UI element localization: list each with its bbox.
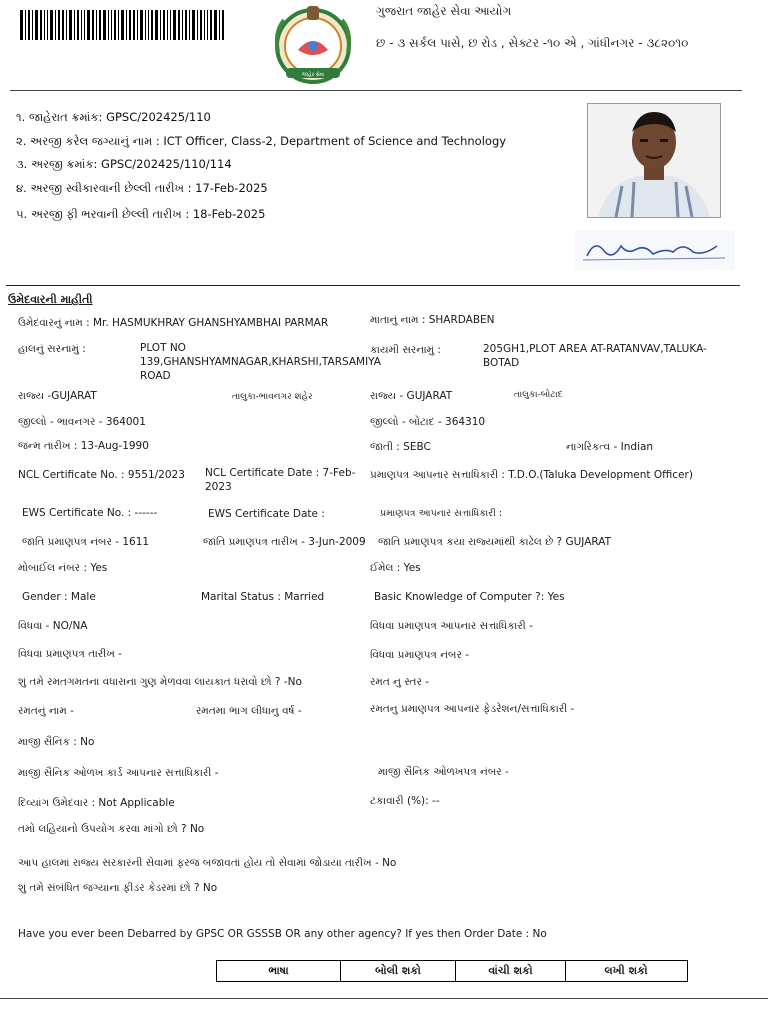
sports-level: રમત નુ સ્તર -: [370, 676, 430, 688]
barcode-bar: [25, 10, 26, 40]
sports-name: રમતનું નામ -: [18, 705, 74, 717]
nationality: નાગરિકત્વ - Indian: [566, 441, 654, 453]
barcode-bar: [40, 10, 42, 40]
ews-cert-no: EWS Certificate No. : ------: [22, 507, 158, 519]
mother-name: માતાનું નામ : SHARDABEN: [370, 314, 495, 326]
barcode-bar: [69, 10, 72, 40]
barcode-bar: [77, 10, 79, 40]
date-of-birth: જન્મ તારીખ : 13-Aug-1990: [18, 440, 149, 452]
candidate-signature: [575, 230, 735, 270]
barcode-bar: [185, 10, 187, 40]
computer-knowledge: Basic Knowledge of Computer ?: Yes: [374, 591, 565, 603]
barcode-bar: [140, 10, 143, 40]
barcode-bar: [151, 10, 153, 40]
post-name: ૨. અરજી કરેલ જગ્યાનું નામ : ICT Officer, Class-2, Department of Science and Technology: [16, 134, 507, 148]
barcode-bar: [160, 10, 161, 40]
barcode-bar: [55, 10, 56, 40]
barcode: [20, 10, 238, 40]
barcode-bar: [200, 10, 202, 40]
barcode-bar: [210, 10, 212, 40]
sports-authority: રમતનુ પ્રમાણપત્ર આપનાર ફેડરેશન/સત્તાધિકારી -: [370, 703, 575, 715]
language-table: [216, 960, 688, 982]
caste-cert-no: જાતિ પ્રમાણપત્ર નંબર - 1611: [22, 536, 150, 548]
taluka-current: તાલુકા-ભાવનગર શહેર: [232, 392, 313, 402]
barcode-bar: [28, 10, 30, 40]
state-current: રાજ્ય -GUJARAT: [18, 390, 97, 402]
barcode-bar: [66, 10, 67, 40]
widow-authority: વિધવા પ્રમાણપત્ર આપનાર સત્તાધિકારી -: [370, 620, 533, 632]
widow-cert-date: વિધવા પ્રમાણપત્ર તારીખ -: [18, 648, 122, 660]
bottom-divider: [0, 998, 768, 999]
ad-number: ૧. જાહેરાત ક્રમાંક: GPSC/202425/110: [16, 110, 211, 124]
widow-cert-no: વિધવા પ્રમાણપત્ર નંબર -: [370, 649, 470, 661]
gender: Gender : Male: [22, 591, 96, 603]
candidate-name: ઉમેદવારનું નામ : Mr. HASMUKHRAY GHANSHYAMBHAI PARMAR: [18, 317, 329, 329]
ex-id-authority: માજી સૈનિક ઓળખ કાર્ડ આપનાર સત્તાધિકારી -: [18, 767, 219, 779]
barcode-bar: [111, 10, 112, 40]
gpsc-seal-emblem: [268, 2, 358, 88]
org-address: છ - ૩ સર્કલ પાસે, છ રોડ , સેક્ટર -૧૦ એ , ગાંધીનગર - ૩૮૨૦૧૦: [376, 36, 689, 50]
barcode-bar: [197, 10, 198, 40]
barcode-bar: [204, 10, 205, 40]
barcode-bar: [189, 10, 190, 40]
svg-text:જાહેર સેવા: જાહેર સેવા: [301, 72, 325, 78]
ncl-authority: પ્રમાણપત્ર આપનાર સત્તાધિકારી : T.D.O.(Taluka Development Officer): [370, 469, 693, 481]
barcode-bar: [129, 10, 131, 40]
district-current: જીલ્લો - ભાવનગર - 364001: [18, 416, 146, 428]
barcode-bar: [192, 10, 195, 40]
ncl-cert-no: NCL Certificate No. : 9551/2023: [18, 469, 185, 481]
barcode-bar: [35, 10, 38, 40]
table-header-write: લખી શકો: [604, 964, 648, 977]
barcode-bar: [108, 10, 109, 40]
barcode-bar: [178, 10, 180, 40]
barcode-bar: [20, 10, 23, 40]
permanent-address: 205GH1,PLOT AREA AT-RATANVAV,TALUKA-BOTAD: [483, 343, 707, 369]
disability-percentage: ટકાવારી (%): --: [370, 795, 440, 807]
barcode-bar: [103, 10, 106, 40]
barcode-bar: [87, 10, 90, 40]
barcode-bar: [114, 10, 116, 40]
table-header-language: ભાષા: [217, 961, 341, 981]
barcode-bar: [96, 10, 97, 40]
application-number: ૩. અરજી ક્રમાંક: GPSC/202425/110/114: [16, 157, 232, 171]
section-title: ઉમેદવારની માહીતી: [8, 293, 93, 306]
barcode-bar: [145, 10, 146, 40]
barcode-bar: [74, 10, 75, 40]
barcode-bar: [84, 10, 85, 40]
barcode-bar: [81, 10, 82, 40]
barcode-bar: [47, 10, 48, 40]
barcode-bar: [62, 10, 64, 40]
barcode-bar: [207, 10, 208, 40]
current-address: PLOT NO 139,GHANSHYAMNAGAR,KHARSHI,TARSAMIYA ROAD: [140, 342, 381, 382]
debarred-question: Have you ever been Debarred by GPSC OR GSSSB OR any other agency? If yes then Order Date : No: [18, 928, 547, 940]
permanent-address-label: કાયમી સરનામું :: [370, 344, 441, 356]
barcode-bar: [99, 10, 101, 40]
barcode-bar: [173, 10, 176, 40]
barcode-bar: [92, 10, 94, 40]
state-permanent: રાજ્ય - GUJARAT: [370, 390, 453, 402]
ncl-cert-date: NCL Certificate Date : 7-Feb-2023: [205, 467, 356, 493]
table-header-speak: બોલી શકો: [341, 961, 456, 981]
header-divider: [10, 90, 742, 91]
barcode-bar: [219, 10, 220, 40]
barcode-bar: [163, 10, 165, 40]
barcode-bar: [32, 10, 33, 40]
marital-status: Marital Status : Married: [201, 591, 325, 603]
caste-cert-state: જાતિ પ્રમાણપત્ર કયા રાજ્યમાંથી કાઢેલ છે ? GUJARAT: [378, 536, 612, 548]
sports-year: રમતમા ભાગ લીધાનુ વર્ષ -: [196, 705, 302, 717]
barcode-bar: [137, 10, 138, 40]
barcode-bar: [170, 10, 171, 40]
barcode-bar: [50, 10, 53, 40]
ews-cert-date: EWS Certificate Date :: [208, 508, 325, 520]
taluka-permanent: તાલુકા-બોટાદ: [514, 390, 563, 400]
org-name: ગુજરાત જાહેર સેવા આયોગ: [376, 4, 512, 18]
last-date-apply: ૪. અરજી સ્વીકારવાની છેલ્લી તારીખ : 17-Feb-2025: [16, 181, 268, 195]
barcode-bar: [214, 10, 217, 40]
scribe-question: તમો લહિયાનો ઉપયોગ કરવા માંગો છો ? No: [18, 823, 205, 835]
barcode-bar: [118, 10, 119, 40]
widow: વિધવા - NO/NA: [18, 620, 88, 632]
caste-cert-date: જાતિ પ્રમાણપત્ર તારીખ - 3-Jun-2009: [203, 536, 366, 548]
barcode-bar: [121, 10, 124, 40]
caste: જાતી : SEBC: [370, 441, 431, 453]
barcode-bar: [58, 10, 60, 40]
email: ઈમેલ : Yes: [370, 562, 421, 574]
barcode-bar: [44, 10, 45, 40]
ex-serviceman: માજી સૈનિક : No: [18, 736, 95, 748]
govt-service-question: આપ હાલમાં રાજ્ય સરકારની સેવામાં ફરજ બજાવતાં હોય તો સેવામાં જોડાયા તારીખ - No: [18, 857, 397, 869]
ex-id-no: માજી સૈનિક ઓળખપત્ર નંબર -: [378, 766, 509, 778]
sports-question: શું તમે રમતગમતના વધારાના ગુણ મેળવવા લાયકાત ધરાવો છો ? -No: [18, 676, 302, 688]
barcode-bar: [182, 10, 183, 40]
barcode-bar: [148, 10, 149, 40]
disabled-status: દિવ્યાંગ ઉમેદવાર : Not Applicable: [18, 797, 175, 809]
barcode-bar: [155, 10, 158, 40]
current-address-label: હાલનું સરનામું :: [18, 343, 86, 355]
ews-authority: પ્રમાણપત્ર આપનાર સત્તાધિકારી :: [380, 508, 503, 519]
barcode-bar: [222, 10, 224, 40]
barcode-bar: [167, 10, 168, 40]
feeder-cadre-question: શું તમે સંબંધિત જગ્યાના ફીડર કેડરમાં છો ? No: [18, 882, 218, 894]
candidate-photo: [587, 103, 721, 218]
mobile: મોબાઈલ નંબર : Yes: [18, 562, 108, 574]
section-divider: [6, 285, 740, 286]
district-permanent: જીલ્લો - બોટાદ - 364310: [370, 416, 486, 428]
barcode-bar: [126, 10, 127, 40]
last-date-fee: ૫. અરજી ફી ભરવાની છેલ્લી તારીખ : 18-Feb-2025: [16, 207, 266, 221]
table-header-read: વાંચી શકો: [456, 961, 566, 981]
barcode-bar: [133, 10, 135, 40]
